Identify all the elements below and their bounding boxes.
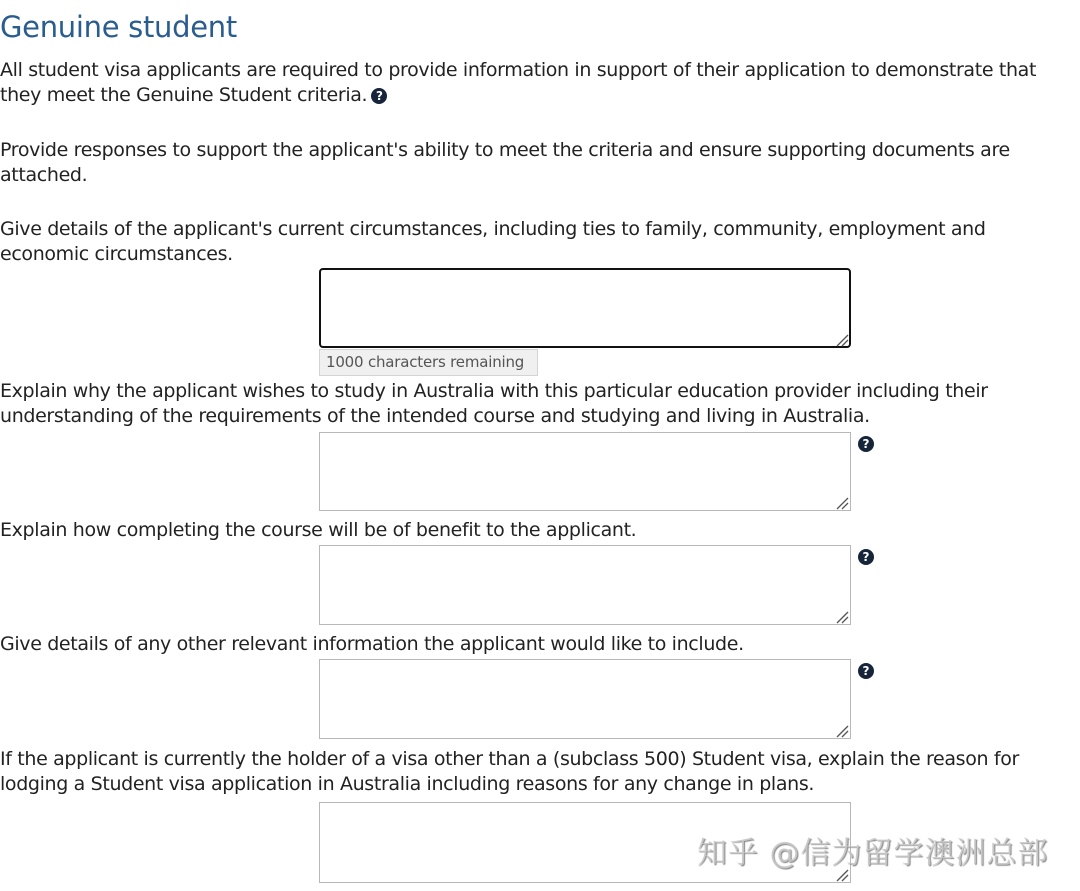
question-1-label: Give details of the applicant's current circumstances, including ties to family, community, employment and economic circumstances. bbox=[0, 218, 986, 265]
page-title: Genuine student bbox=[0, 10, 237, 44]
watermark: 知乎 @信为留学澳洲总部 bbox=[697, 836, 1049, 871]
resize-grip-icon[interactable] bbox=[835, 867, 849, 881]
question-5-label: If the applicant is currently the holder of a visa other than a (subclass 500) Student visa, explain the reason for lodging a Student visa application in Australia including reasons for any change in plans. bbox=[0, 748, 1019, 795]
resize-grip-icon[interactable] bbox=[835, 495, 849, 509]
help-icon[interactable]: ? bbox=[371, 88, 387, 104]
intro-text bbox=[0, 58, 1065, 108]
help-icon[interactable]: ? bbox=[858, 549, 874, 565]
resize-grip-icon[interactable] bbox=[835, 332, 849, 346]
characters-remaining-tooltip: 1000 characters remaining bbox=[319, 349, 538, 376]
question-3-textarea[interactable] bbox=[319, 545, 851, 625]
question-2-label: Explain why the applicant wishes to study in Australia with this particular education provider including their understanding of the requirements of the intended course and studying and living in Australia. bbox=[0, 380, 988, 427]
question-1-textarea[interactable] bbox=[319, 268, 851, 348]
resize-grip-icon[interactable] bbox=[835, 609, 849, 623]
instructions-text: Provide responses to support the applicant's ability to meet the criteria and ensure supporting documents are attached. bbox=[0, 139, 1010, 186]
help-icon[interactable]: ? bbox=[858, 663, 874, 679]
question-4-textarea[interactable] bbox=[319, 659, 851, 739]
question-2-textarea[interactable] bbox=[319, 432, 851, 511]
resize-grip-icon[interactable] bbox=[835, 723, 849, 737]
help-icon[interactable]: ? bbox=[858, 436, 874, 452]
question-4-label: Give details of any other relevant information the applicant would like to include. bbox=[0, 633, 744, 655]
question-3-label: Explain how completing the course will be of benefit to the applicant. bbox=[0, 519, 637, 541]
intro-label: All student visa applicants are required to provide information in support of their application to demonstrate that they meet the Genuine Student criteria. bbox=[0, 59, 1037, 106]
